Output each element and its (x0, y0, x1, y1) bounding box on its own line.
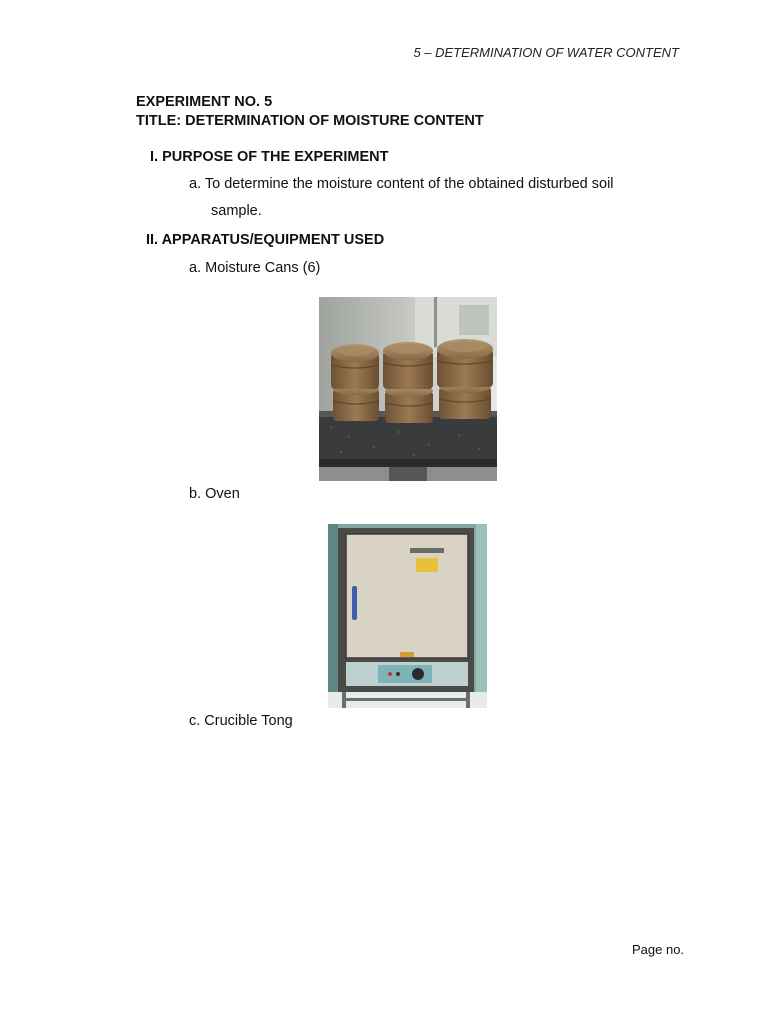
purpose-text-line-1: a. To determine the moisture content of the obtained disturbed soil (189, 176, 614, 192)
page-number-label: Page no. (632, 942, 685, 957)
apparatus-item-crucible-tong: c. Crucible Tong (189, 713, 293, 729)
experiment-title: TITLE: DETERMINATION OF MOISTURE CONTENT (136, 113, 484, 129)
running-header: 5 – DETERMINATION OF WATER CONTENT (413, 45, 679, 60)
apparatus-item-moisture-cans: a. Moisture Cans (6) (189, 260, 321, 276)
apparatus-item-oven: b. Oven (189, 486, 240, 502)
experiment-number: EXPERIMENT NO. 5 (136, 94, 273, 110)
purpose-text-line-2: sample. (211, 203, 262, 219)
moisture-cans-photo (319, 297, 497, 481)
purpose-heading: I. PURPOSE OF THE EXPERIMENT (150, 149, 389, 165)
apparatus-heading: II. APPARATUS/EQUIPMENT USED (146, 232, 385, 248)
oven-photo (328, 524, 487, 708)
